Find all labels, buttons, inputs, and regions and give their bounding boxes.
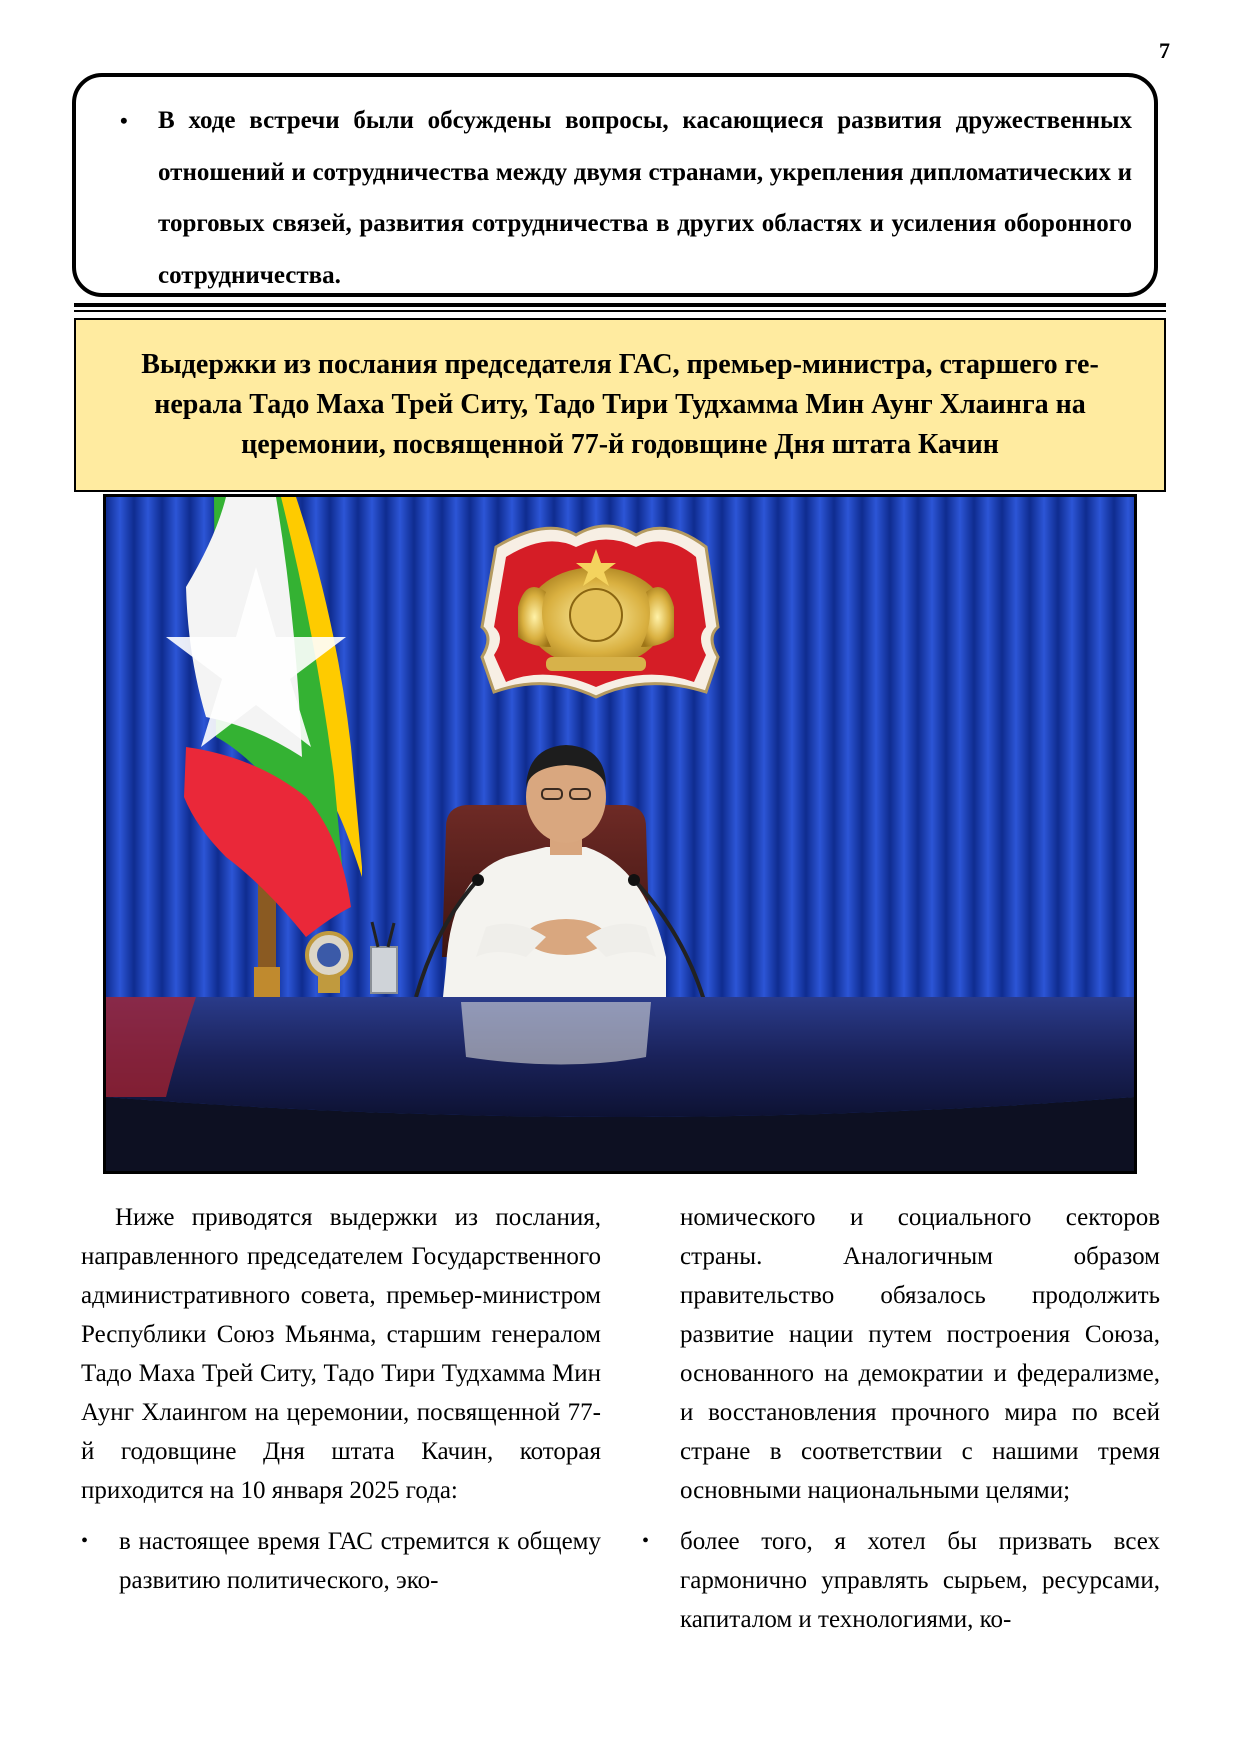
intro-paragraph: Ниже приводятся выдержки из послания, направленного председателем Государственного административного совета, премьер-министром Республики Союз Мьянма, старшим генералом Тадо Маха Трей Ситу, Тадо Тири Тудхамма Мин Аунг Хлаингом на церемонии, посвященной 77-й годовщине Дня штата Качин, которая приходится на 10 января 2025 года: bbox=[81, 1204, 601, 1504]
divider-thick bbox=[74, 303, 1166, 307]
headline bbox=[141, 345, 1099, 465]
page-number: 7 bbox=[1159, 38, 1170, 63]
press-photo bbox=[103, 494, 1137, 1174]
photo-illustration bbox=[106, 497, 1134, 1171]
headline-box bbox=[74, 318, 1166, 492]
list-item-text: более того, я хотел бы призвать всех гармонично управлять сырьем, ресурсами, капиталом и технологиями, ко- bbox=[680, 1528, 1160, 1633]
summary-item bbox=[120, 95, 1132, 301]
summary-box bbox=[72, 73, 1158, 297]
list-item bbox=[642, 1522, 1160, 1639]
speaker-reflection bbox=[461, 1002, 651, 1065]
continuation-paragraph: номического и социального секторов страны. Аналогичным образом правительство обязалось продолжить развитие нации путем построения Союза, основанного на демократии и федерализме, и восстановления прочного мира по всей стране в соответствии с нашими тремя основными национальными целями; bbox=[680, 1204, 1160, 1504]
headline-line: нерала Тадо Маха Трей Ситу, Тадо Тири Тудхамма Мин Аунг Хлаинга на bbox=[154, 389, 1086, 420]
bullet-icon: • bbox=[642, 1530, 650, 1552]
list-item-text: в настоящее время ГАС стремится к общему развитию политического, эко- bbox=[119, 1528, 601, 1594]
bullet-icon: • bbox=[120, 108, 128, 133]
state-emblem bbox=[482, 526, 718, 697]
headline-line: церемонии, посвященной 77-й годовщине Дня штата Качин bbox=[241, 429, 999, 460]
right-column bbox=[642, 1198, 1160, 1639]
divider-thin bbox=[74, 310, 1166, 312]
headline-line: Выдержки из послания председателя ГАС, премьер-министра, старшего ге- bbox=[141, 349, 1099, 380]
left-column bbox=[81, 1198, 601, 1600]
bullet-icon: • bbox=[81, 1530, 89, 1552]
list-item bbox=[81, 1522, 601, 1600]
summary-text: В ходе встречи были обсуждены вопросы, касающиеся развития дружественных отношений и сотрудничества между двумя странами, укрепления дипломатических и торговых связей, развития сотрудничества в других областях и усиления оборонного сотрудничества. bbox=[158, 107, 1132, 289]
